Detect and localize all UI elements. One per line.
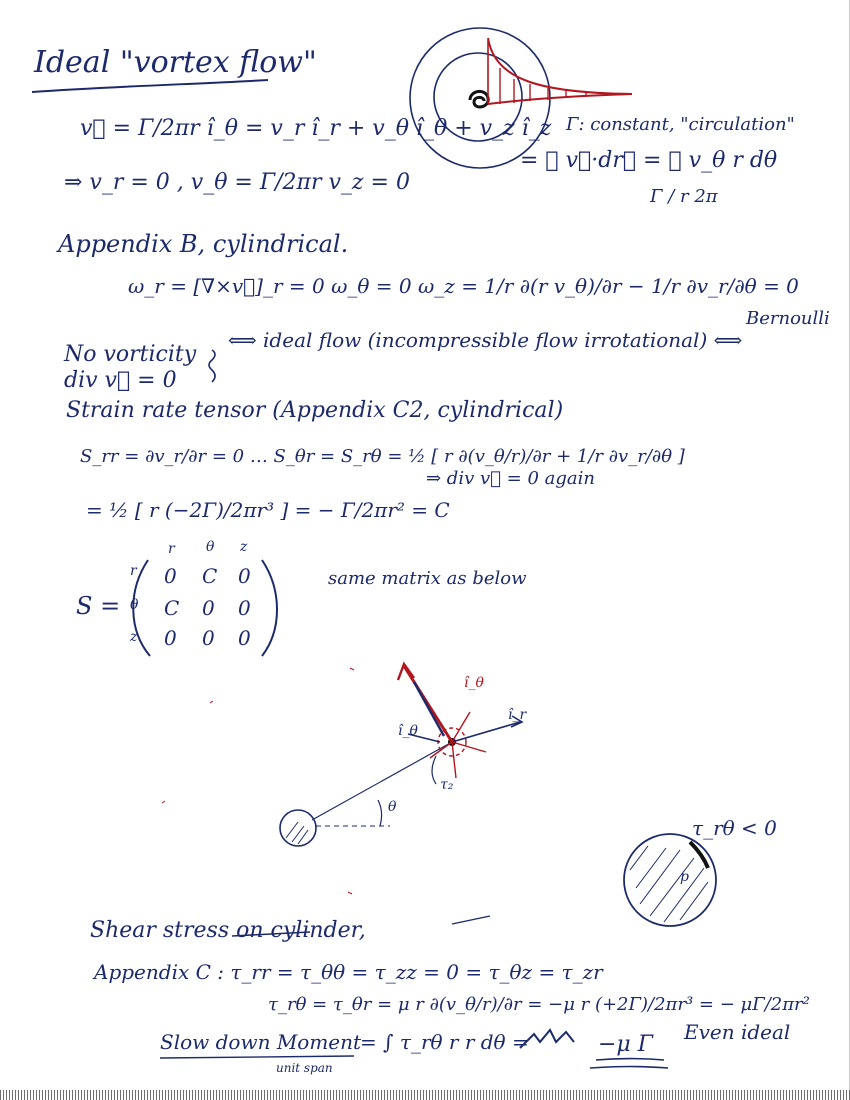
circulation-result: Γ / r 2π (650, 186, 718, 207)
same-matrix-note: same matrix as below (328, 568, 527, 589)
matrix-cell-ztheta: 0 (202, 626, 215, 650)
strain-rate-heading: Strain rate tensor (Appendix C2, cylindrical) (66, 398, 564, 423)
strain-rate-srr: S_rr = ∂v_r/∂r = 0 … S_θr = S_rθ = ½ [ r ∂(v_θ/r)/∂r + 1/r ∂v_r/∂θ ] (80, 446, 685, 467)
gamma-note: Γ: constant, "circulation" (566, 114, 795, 135)
ideal-flow-statement: ⟺ ideal flow (incompressible flow irrotational) ⟺ (228, 328, 743, 352)
appendix-b-heading: Appendix B, cylindrical. (58, 230, 349, 258)
scan-edge-strip (0, 1090, 850, 1100)
circulation-integral: = ∮ v⃗·dr⃗ = ∮ v_θ r dθ (520, 148, 778, 173)
matrix-cell-rtheta: C (202, 564, 218, 588)
diagram-label-itheta-red: î_θ (464, 675, 484, 691)
matrix-col-r: r (168, 541, 175, 557)
matrix-cell-thetaz: 0 (238, 596, 251, 620)
matrix-cell-thetatheta: 0 (202, 596, 215, 620)
diagram-label-tau2: τ₂ (440, 777, 454, 793)
cylinder-p-label: p (680, 869, 689, 885)
tau-rtheta-negative-label: τ_rθ < 0 (692, 816, 777, 840)
velocity-definition: v⃗ = Γ/2πr î_θ = v_r î_r + v_θ î_θ + v_z î_z (80, 116, 552, 141)
diagram-label-ir: î_r (508, 707, 527, 723)
diagram-label-theta: θ (388, 799, 397, 815)
vorticity-components: ω_r = [∇×v⃗]_r = 0 ω_θ = 0 ω_z = 1/r ∂(r v_θ)/∂r − 1/r ∂v_r/∂θ = 0 (128, 274, 799, 298)
matrix-row-theta: θ (130, 597, 139, 613)
page-title: Ideal "vortex flow" (34, 45, 317, 80)
unit-span-label: unit span (276, 1061, 333, 1075)
matrix-row-r: r (130, 563, 137, 579)
slow-down-moment: Slow down Moment (160, 1030, 362, 1054)
matrix-label: S = (76, 592, 121, 620)
velocity-components: ⇒ v_r = 0 , v_θ = Γ/2πr v_z = 0 (64, 170, 410, 195)
strain-rate-result: = ½ [ r (−2Γ)/2πr³ ] = − Γ/2πr² = C (86, 498, 450, 522)
matrix-cell-rr: 0 (164, 564, 177, 588)
diagram-label-itheta: î_θ (398, 723, 418, 739)
tau-rtheta-equation: τ_rθ = τ_θr = μ r ∂(v_θ/r)/∂r = −μ r (+2Γ)/2πr³ = − μΓ/2πr² (268, 994, 810, 1015)
appendix-c-stresses: Appendix C : τ_rr = τ_θθ = τ_zz = 0 = τ_θz = τ_zr (94, 960, 603, 984)
matrix-cell-thetar: C (164, 596, 180, 620)
matrix-cell-zr: 0 (164, 626, 177, 650)
moment-equation: = ∫ τ_rθ r r dθ = (360, 1030, 529, 1054)
matrix-cell-zz: 0 (238, 626, 251, 650)
moment-result: −μ Γ (598, 1032, 653, 1057)
matrix-row-z: z (130, 629, 138, 645)
matrix-cell-rz: 0 (238, 564, 251, 588)
even-ideal-note: Even ideal (684, 1020, 791, 1044)
bernoulli-label: Bernoulli (746, 308, 830, 329)
div-again-note: ⇒ div v⃗ = 0 again (426, 468, 595, 489)
div-zero-label: div v⃗ = 0 (64, 368, 177, 393)
matrix-col-theta: θ (206, 539, 215, 555)
no-vorticity-label: No vorticity (64, 342, 197, 367)
matrix-col-z: z (240, 539, 248, 555)
shear-stress-heading: Shear stress on cylinder, (90, 918, 366, 943)
